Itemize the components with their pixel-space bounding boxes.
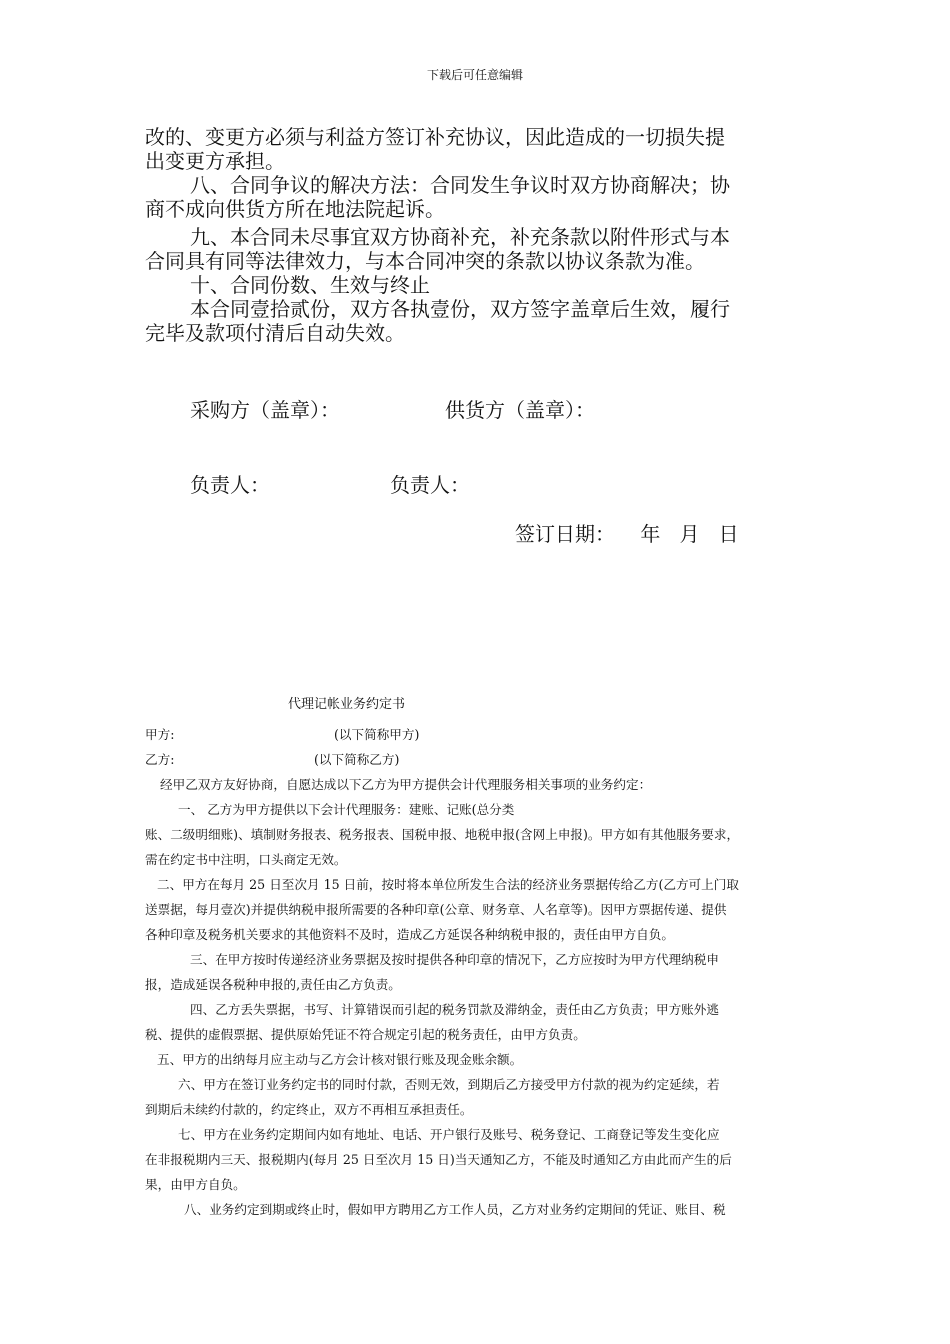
supplier-responsible-label: 负责人： <box>390 473 470 497</box>
contract-line: 本合同壹拾贰份，双方各执壹份，双方签字盖章后生效，履行 <box>190 297 730 321</box>
agreement-line: 在非报税期内三天、报税期内(每月 25 日至次月 15 日)当天通知乙方，不能及时通知乙方由此而产生的后 <box>145 1152 732 1167</box>
agreement-title: 代理记帐业务约定书 <box>288 697 406 712</box>
contract-line: 出变更方承担。 <box>145 149 285 173</box>
agreement-line: 各种印章及税务机关要求的其他资料不及时，造成乙方延误各种纳税申报的，责任由甲方自负。 <box>145 927 674 942</box>
agreement-clause-7: 七、甲方在业务约定期间内如有地址、电话、开户银行及账号、税务登记、工商登记等发生变化应 <box>178 1127 720 1142</box>
party-b-label: 乙方: <box>145 752 175 767</box>
party-b-note: (以下简称乙方) <box>314 752 400 767</box>
agreement-clause-4: 四、乙方丢失票据，书写、计算错误而引起的税务罚款及滞纳金，责任由乙方负责；甲方账外逃 <box>190 1002 719 1017</box>
contract-line: 完毕及款项付清后自动失效。 <box>145 321 405 345</box>
party-a-label: 甲方: <box>145 727 175 742</box>
contract-clause-8: 八、合同争议的解决方法：合同发生争议时双方协商解决；协 <box>190 173 730 197</box>
agreement-clause-1: 一、 乙方为甲方提供以下会计代理服务：建账、记账(总分类 <box>178 802 515 817</box>
agreement-line: 经甲乙双方友好协商，自愿达成以下乙方为甲方提供会计代理服务相关事项的业务约定： <box>160 777 652 792</box>
contract-line: 商不成向供货方所在地法院起诉。 <box>145 197 445 221</box>
agreement-line: 税、提供的虚假票据、提供原始凭证不符合规定引起的税务责任，由甲方负责。 <box>145 1027 586 1042</box>
agreement-clause-3: 三、在甲方按时传递经济业务票据及按时提供各种印章的情况下，乙方应按时为甲方代理纳税申 <box>190 952 719 967</box>
purchaser-responsible-label: 负责人： <box>190 473 270 497</box>
contract-line: 合同具有同等法律效力，与本合同冲突的条款以协议条款为准。 <box>145 249 705 273</box>
page-header: 下载后可任意编辑 <box>426 68 523 82</box>
agreement-line: 账、二级明细账)、填制财务报表、税务报表、国税申报、地税申报(含网上申报)。甲方如有其他服务要求， <box>145 827 740 842</box>
sign-date: 签订日期： 年 月 日 <box>515 522 739 546</box>
agreement-line: 需在约定书中注明，口头商定无效。 <box>145 852 347 867</box>
agreement-clause-5: 五、甲方的出纳每月应主动与乙方会计核对银行账及现金账余额。 <box>157 1052 523 1067</box>
agreement-clause-2: 二、甲方在每月 25 日至次月 15 日前，按时将本单位所发生合法的经济业务票据传给乙方(乙方可上门取 <box>157 877 739 892</box>
contract-clause-9: 九、本合同未尽事宜双方协商补充，补充条款以附件形式与本 <box>190 225 730 249</box>
contract-clause-10: 十、合同份数、生效与终止 <box>190 273 430 297</box>
supplier-seal-label: 供货方（盖章）： <box>445 398 595 422</box>
agreement-line: 到期后未续约付款的，约定终止，双方不再相互承担责任。 <box>145 1102 473 1117</box>
agreement-line: 果，由甲方自负。 <box>145 1177 246 1192</box>
agreement-line: 送票据，每月壹次)并提供纳税申报所需要的各种印章(公章、财务章、人名章等)。因甲方票据传递、提供 <box>145 902 727 917</box>
contract-line: 改的、变更方必须与利益方签订补充协议，因此造成的一切损失提 <box>145 125 725 149</box>
agreement-clause-6: 六、甲方在签订业务约定书的同时付款，否则无效，到期后乙方接受甲方付款的视为约定延续，若 <box>178 1077 720 1092</box>
party-a-note: (以下简称甲方) <box>334 727 420 742</box>
agreement-clause-8: 八、业务约定到期或终止时，假如甲方聘用乙方工作人员，乙方对业务约定期间的凭证、账目、税 <box>184 1202 726 1217</box>
agreement-line: 报，造成延误各税种申报的,责任由乙方负责。 <box>145 977 401 992</box>
purchaser-seal-label: 采购方（盖章）： <box>190 398 340 422</box>
